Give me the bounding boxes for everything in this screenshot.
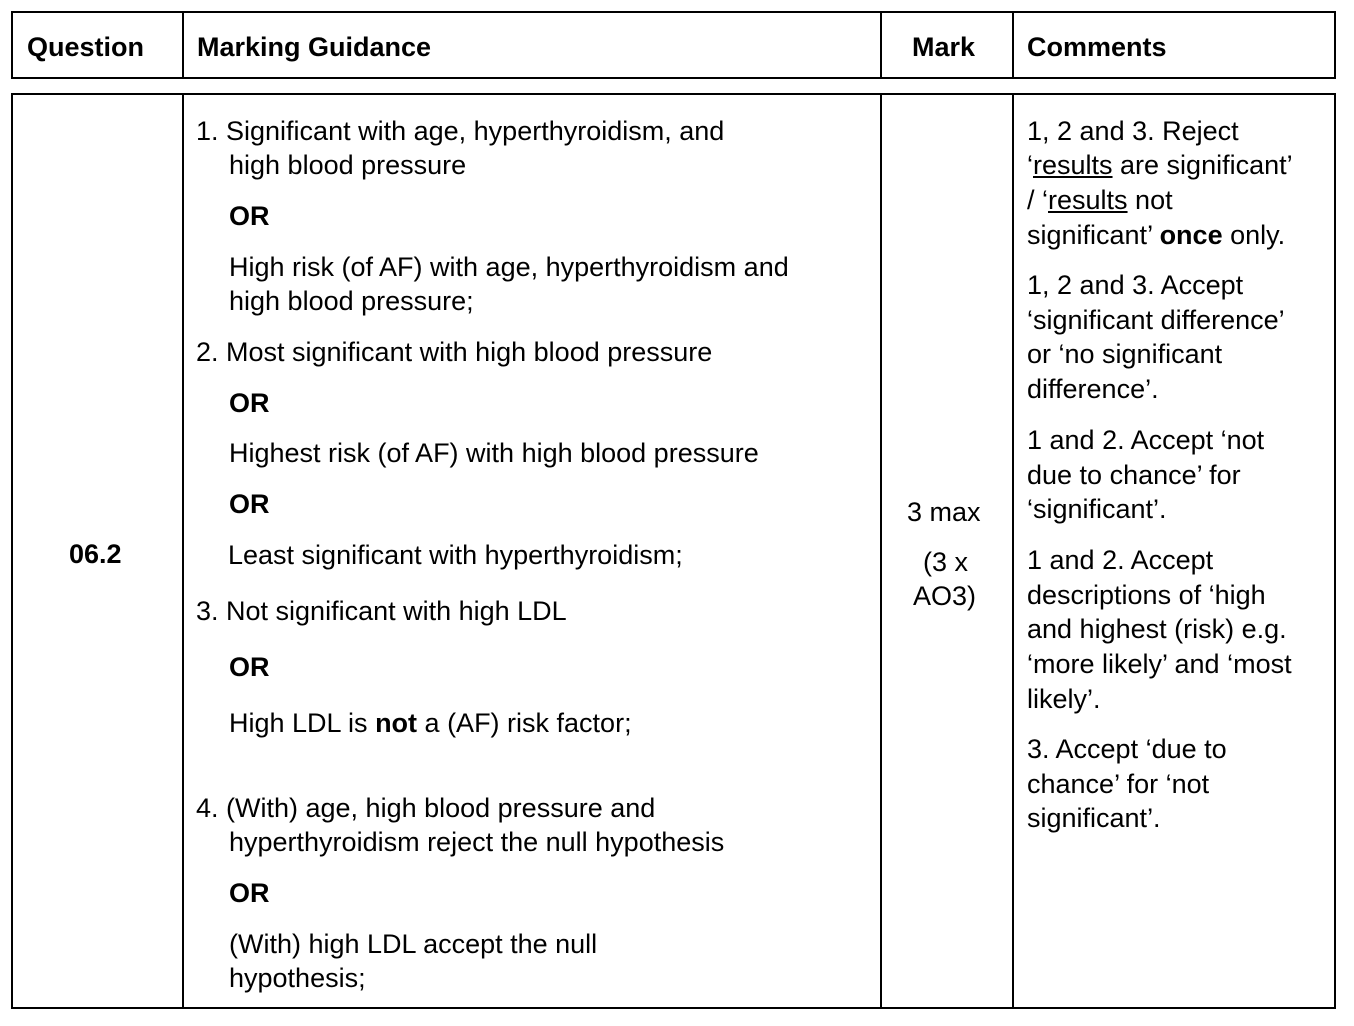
comment-line: 1, 2 and 3. Accept <box>1027 270 1244 300</box>
comment-line: or ‘no significant <box>1027 339 1223 369</box>
column-divider <box>182 95 184 1007</box>
guidance-line: hyperthyroidism reject the null hypothesis <box>229 827 725 857</box>
comment-line: 3. Accept ‘due to <box>1027 734 1227 764</box>
answer-row <box>11 93 1336 1009</box>
comment-line: difference’. <box>1027 374 1159 404</box>
guidance-line <box>229 706 632 740</box>
comment-line: 1 and 2. Accept <box>1027 545 1214 575</box>
guidance-text: a (AF) risk factor; <box>417 708 632 738</box>
comment-text: only. <box>1222 220 1286 250</box>
comment-line: likely’. <box>1027 684 1101 714</box>
guidance-line: high blood pressure; <box>229 286 474 316</box>
comment-line: 1, 2 and 3. Reject <box>1027 116 1239 146</box>
mark-header: Mark <box>912 32 976 62</box>
comment-text: significant’ <box>1027 220 1160 250</box>
guidance-line: 2. Most significant with high blood pressure <box>196 337 713 367</box>
guidance-line: Highest risk (of AF) with high blood pressure <box>229 438 759 468</box>
mark-value: 3 max <box>907 497 981 527</box>
comment-line <box>1027 218 1285 252</box>
column-divider <box>1012 13 1014 77</box>
guidance-line: High risk (of AF) with age, hyperthyroidism and <box>229 252 789 282</box>
question-header: Question <box>27 32 145 62</box>
comment-line <box>1027 148 1293 182</box>
comment-line: descriptions of ‘high <box>1027 580 1266 610</box>
comment-line: 1 and 2. Accept ‘not <box>1027 425 1265 455</box>
comment-line: chance’ for ‘not <box>1027 769 1210 799</box>
guidance-line: 4. (With) age, high blood pressure and <box>196 793 656 823</box>
comment-text: ‘ <box>1027 150 1033 180</box>
column-divider <box>182 13 184 77</box>
guidance-text: High LDL is <box>229 708 376 738</box>
column-divider <box>1012 95 1014 1007</box>
emphasis-text: once <box>1159 220 1223 250</box>
comment-line <box>1027 183 1173 217</box>
question-number: 06.2 <box>69 539 122 569</box>
comment-line: ‘significant difference’ <box>1027 305 1285 335</box>
guidance-line: high blood pressure <box>229 150 467 180</box>
or-label: OR <box>229 489 270 519</box>
or-label: OR <box>229 388 270 418</box>
or-label: OR <box>229 652 270 682</box>
mark-breakdown: (3 x <box>923 547 969 577</box>
guidance-line: (With) high LDL accept the null <box>229 929 598 959</box>
guidance-line: hypothesis; <box>229 963 366 993</box>
or-label: OR <box>229 878 270 908</box>
comments-header: Comments <box>1027 32 1167 62</box>
mark-breakdown: AO3) <box>913 581 977 611</box>
underlined-text: results <box>1048 185 1128 215</box>
comment-text: not <box>1127 185 1173 215</box>
marking-guidance-header: Marking Guidance <box>197 32 432 62</box>
guidance-line: 1. Significant with age, hyperthyroidism, and <box>196 116 725 146</box>
comment-line: and highest (risk) e.g. <box>1027 614 1287 644</box>
column-divider <box>880 95 882 1007</box>
comment-text: / ‘ <box>1027 185 1049 215</box>
header-row <box>11 11 1336 79</box>
column-divider <box>880 13 882 77</box>
emphasis-text: not <box>375 708 418 738</box>
comment-line: due to chance’ for <box>1027 460 1241 490</box>
or-label: OR <box>229 201 270 231</box>
comment-line: significant’. <box>1027 803 1161 833</box>
comment-text: are significant’ <box>1112 150 1293 180</box>
comment-line: ‘more likely’ and ‘most <box>1027 649 1292 679</box>
comment-line: ‘significant’. <box>1027 494 1167 524</box>
underlined-text: results <box>1033 150 1113 180</box>
guidance-line: Least significant with hyperthyroidism; <box>228 540 683 570</box>
guidance-line: 3. Not significant with high LDL <box>196 596 567 626</box>
